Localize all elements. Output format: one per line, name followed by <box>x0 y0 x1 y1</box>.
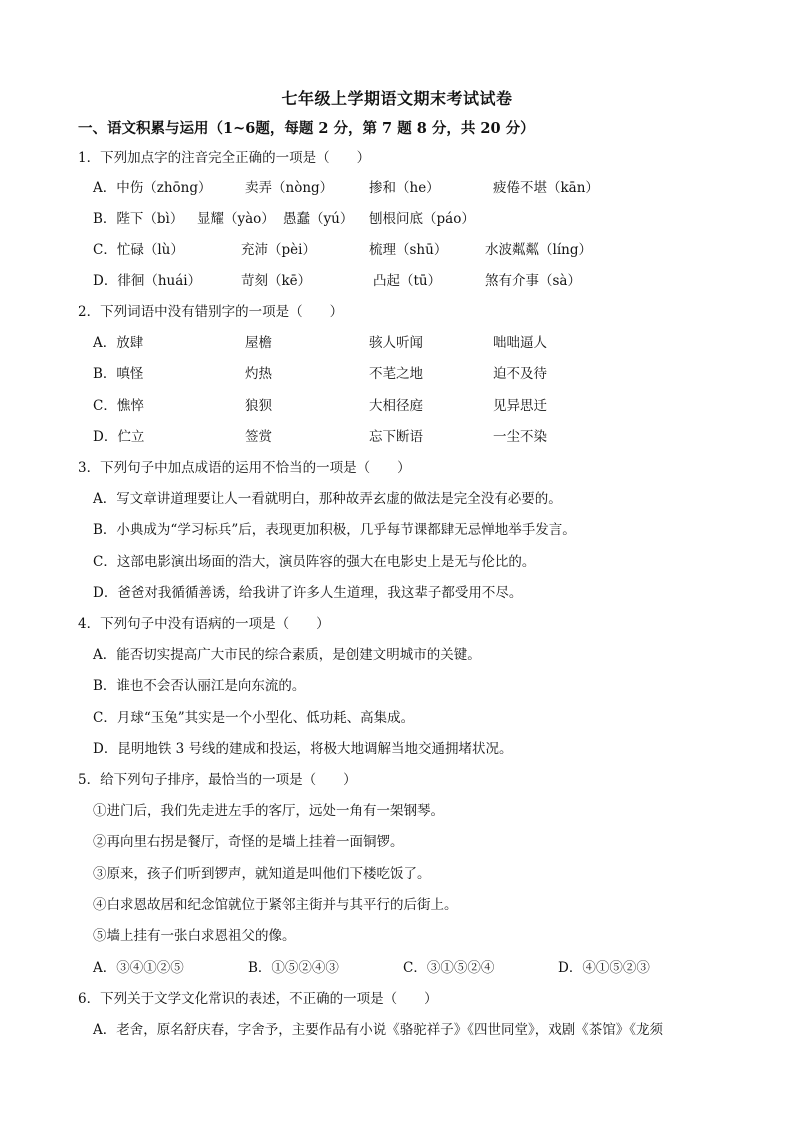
q2-b-3: 不芼之地 <box>369 366 423 382</box>
q5-sentence-2: ②再向里右拐是餐厅，奇怪的是墙上挂着一面铜锣。 <box>93 834 404 850</box>
q1-d-3: 凸起（tū） <box>373 273 442 289</box>
q2-a-3: 骇人听闻 <box>369 335 423 351</box>
question-3-stem: 3．下列句子中加点成语的运用不恰当的一项是（ ） <box>78 460 411 476</box>
q2-b-1: B．嗔怪 <box>93 366 144 382</box>
q5-answer-c: C．③①⑤②④ <box>403 960 495 976</box>
q2-c-3: 大相径庭 <box>369 398 423 414</box>
q2-a-4: 咄咄逼人 <box>493 335 547 351</box>
q3-option-c: C．这部电影演出场面的浩大，演员阵容的强大在电影史上是无与伦比的。 <box>93 554 536 570</box>
q5-sentence-4: ④白求恩故居和纪念馆就位于紧邻主街并与其平行的后街上。 <box>93 897 458 913</box>
q1-d-4: 煞有介事（sà） <box>485 273 581 289</box>
q5-answer-a: A．③④①②⑤ <box>93 960 184 976</box>
q1-b-2: 显耀（yào） <box>197 211 275 227</box>
q1-d-2: 苛刻（kē） <box>241 273 312 289</box>
q2-c-4: 见异思迁 <box>493 398 547 414</box>
q4-option-a: A．能否切实提高广大市民的综合素质，是创建文明城市的关键。 <box>93 647 481 663</box>
q1-b-4: 刨根问底（páo） <box>369 211 475 227</box>
section-heading: 一、语文积累与运用（1~6题，每题 2 分，第 7 题 8 分，共 20 分） <box>78 120 535 137</box>
q2-d-3: 忘下断语 <box>369 429 423 445</box>
q1-row-b <box>93 207 753 227</box>
q2-d-4: 一尘不染 <box>493 429 547 445</box>
q2-row-c <box>93 394 753 414</box>
q1-c-4: 水波粼粼（líng） <box>485 242 592 258</box>
q2-a-1: A．放肆 <box>93 335 144 351</box>
question-4-stem: 4．下列句子中没有语病的一项是（ ） <box>78 616 330 632</box>
q1-c-1: C．忙碌（lù） <box>93 242 184 258</box>
q1-row-d <box>93 269 753 289</box>
q1-c-3: 梳理（shū） <box>369 242 448 258</box>
q4-option-d: D．昆明地铁 3 号线的建成和投运，将极大地调解当地交通拥堵状况。 <box>93 741 513 757</box>
q2-row-d <box>93 425 753 445</box>
q5-sentence-3: ③原来，孩子们听到锣声，就知道是叫他们下楼吃饭了。 <box>93 866 431 882</box>
q2-d-1: D．伫立 <box>93 429 145 445</box>
q5-answers <box>93 956 753 976</box>
q1-c-2: 充沛（pèi） <box>241 242 316 258</box>
q1-row-a <box>93 176 753 196</box>
page-title: 七年级上学期语文期末考试试卷 <box>281 89 513 108</box>
q2-b-2: 灼热 <box>245 366 272 382</box>
question-1-stem: 1．下列加点字的注音完全正确的一项是（ ） <box>78 150 371 166</box>
q3-option-d: D．爸爸对我循循善诱，给我讲了许多人生道理，我这辈子都受用不尽。 <box>93 585 523 601</box>
q4-option-c: C．月球“玉兔”其实是一个小型化、低功耗、高集成。 <box>93 710 415 726</box>
q2-c-2: 狼狈 <box>245 398 272 414</box>
q2-c-1: C．憔悴 <box>93 398 144 414</box>
q1-a-2: 卖弄（nòng） <box>245 180 334 196</box>
q1-d-1: D．徘徊（huái） <box>93 273 202 289</box>
q5-sentence-5: ⑤墙上挂有一张白求恩祖父的像。 <box>93 928 296 944</box>
q4-option-b: B．谁也不会否认丽江是向东流的。 <box>93 678 306 694</box>
q1-a-1: A．中伤（zhōng） <box>93 180 212 196</box>
question-5-stem: 5．给下列句子排序，最恰当的一项是（ ） <box>78 772 357 788</box>
q3-option-a: A．写文章讲道理要让人一看就明白，那种故弄玄虚的做法是完全没有必要的。 <box>93 491 562 507</box>
q5-answer-d: D．④①⑤②③ <box>558 960 650 976</box>
question-6-stem: 6．下列关于文学文化常识的表述，不正确的一项是（ ） <box>78 991 438 1007</box>
question-2-stem: 2．下列词语中没有错别字的一项是（ ） <box>78 304 344 320</box>
q3-option-b: B．小典成为“学习标兵”后，表现更加积极，几乎每节课都肆无忌惮地举手发言。 <box>93 522 576 538</box>
q6-option-a: A．老舍，原名舒庆春，字舍予，主要作品有小说《骆驼祥子》《四世同堂》，戏剧《茶馆》《龙须 <box>93 1022 663 1038</box>
q2-d-2: 签赏 <box>245 429 272 445</box>
q2-row-b <box>93 362 753 382</box>
q1-b-3: 愚蠢（yú） <box>283 211 354 227</box>
q1-b-1: B．陛下（bì） <box>93 211 184 227</box>
q1-a-4: 疲倦不堪（kān） <box>493 180 599 196</box>
q5-answer-b: B．①⑤②④③ <box>248 960 339 976</box>
q2-a-2: 屋檐 <box>245 335 272 351</box>
q2-b-4: 迫不及待 <box>493 366 547 382</box>
q1-a-3: 掺和（he） <box>369 180 440 196</box>
q1-row-c <box>93 238 753 258</box>
q2-row-a <box>93 331 753 351</box>
q5-sentence-1: ①进门后，我们先走进左手的客厅，远处一角有一架钢琴。 <box>93 803 444 819</box>
